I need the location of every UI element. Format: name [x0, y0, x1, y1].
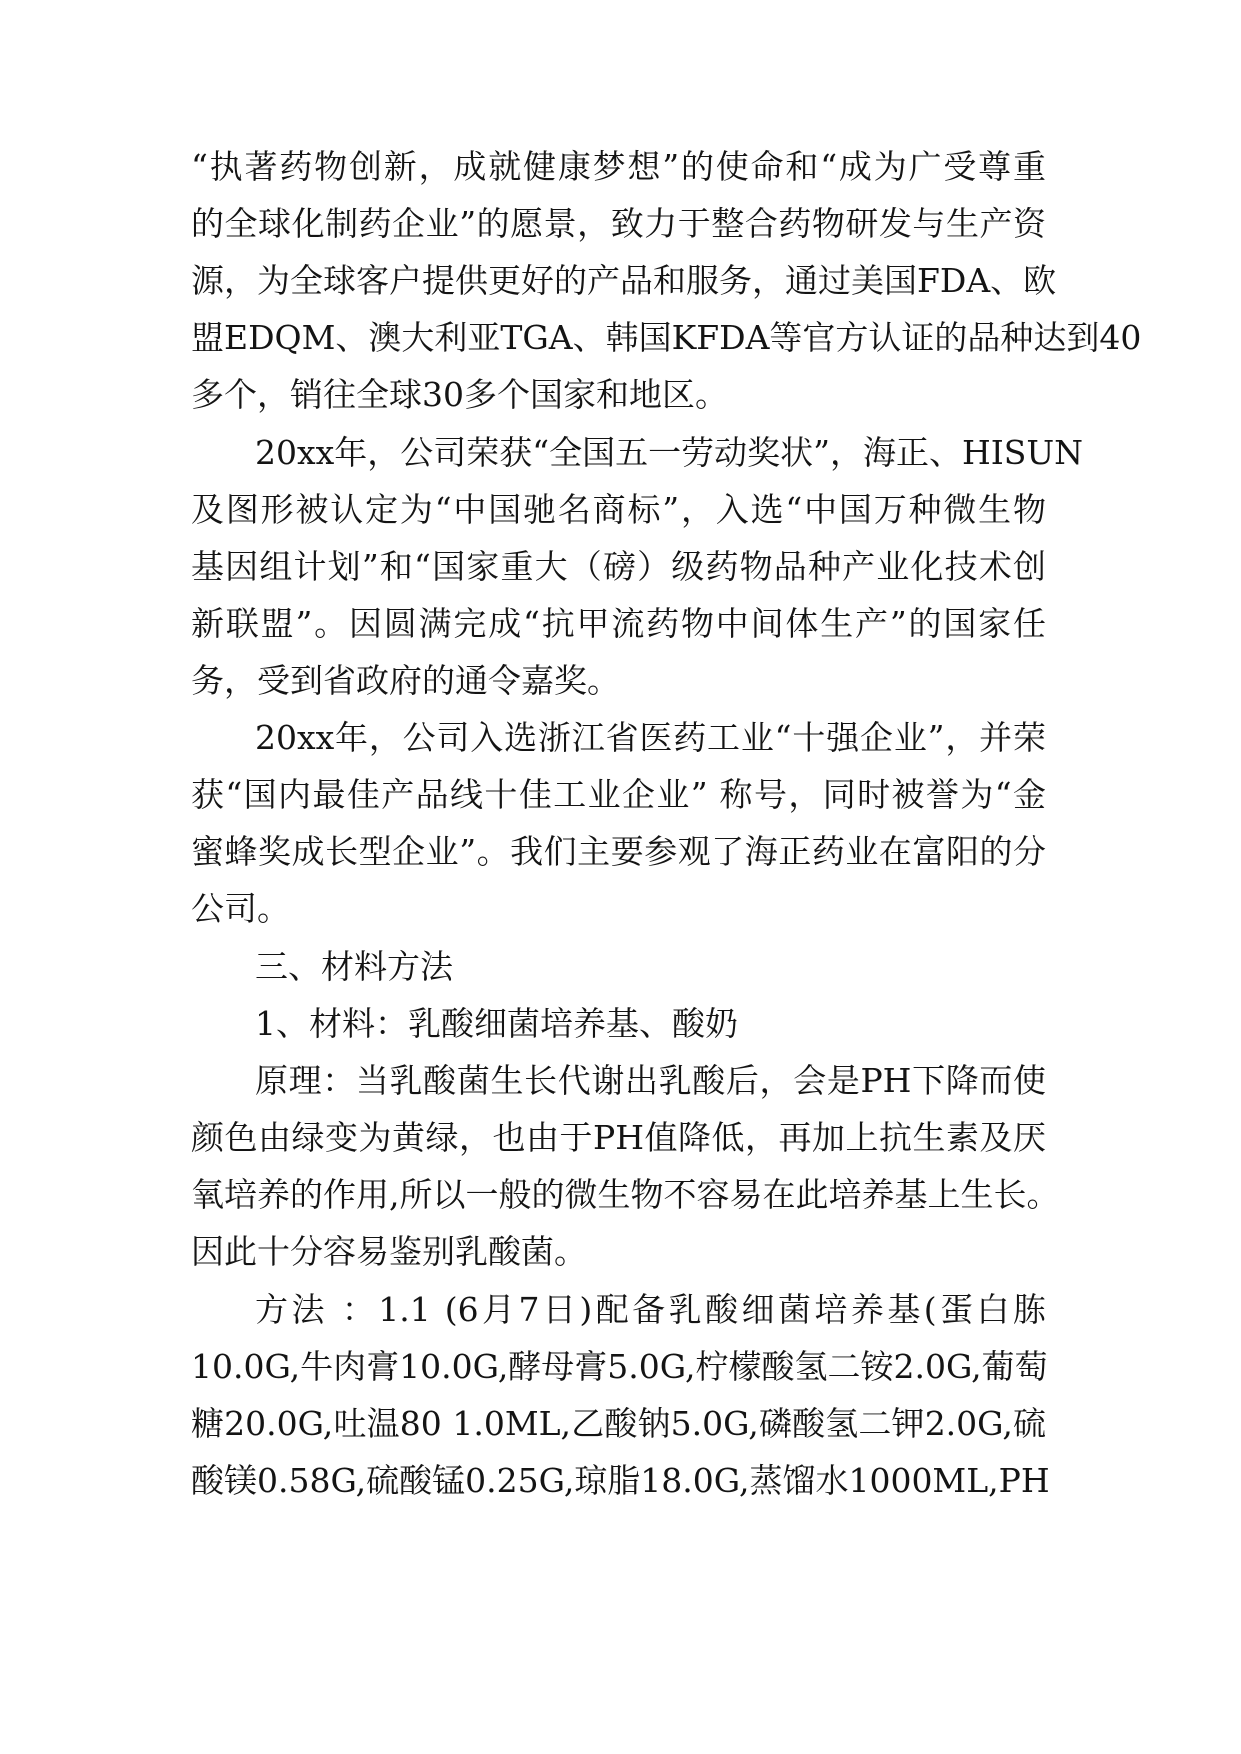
paragraph-line	[0, 423, 1241, 483]
paragraph-line	[0, 708, 1241, 768]
paragraph-line	[0, 994, 1241, 1054]
paragraph-line	[0, 1108, 1241, 1168]
text-line: 颜色由绿变为黄绿，也由于PH值降低，再加上抗生素及厌	[191, 1118, 1046, 1157]
text-line: 蜜蜂奖成长型企业”。我们主要参观了海正药业在富阳的分	[191, 832, 1046, 871]
text-line: 原理：当乳酸菌生长代谢出乳酸后，会是PH下降而使	[255, 1061, 1046, 1100]
paragraph-line	[0, 1280, 1241, 1340]
text-line: 糖20.0G,吐温80 1.0ML,乙酸钠5.0G,磷酸氢二钾2.0G,硫	[191, 1404, 1046, 1443]
text-line: 酸镁0.58G,硫酸锰0.25G,琼脂18.0G,蒸馏水1000ML,PH	[191, 1461, 1050, 1500]
paragraph-line	[0, 1337, 1241, 1397]
text-line: 的全球化制药企业”的愿景，致力于整合药物研发与生产资	[191, 204, 1046, 243]
text-line: 务，受到省政府的通令嘉奖。	[191, 661, 620, 700]
text-line: 获“国内最佳产品线十佳工业企业” 称号，同时被誉为“金	[191, 775, 1046, 814]
paragraph-line	[0, 1394, 1241, 1454]
section-heading	[0, 937, 1241, 997]
paragraph-line	[0, 480, 1241, 540]
paragraph-line	[0, 137, 1241, 197]
paragraph-line	[0, 537, 1241, 597]
text-line: 20xx年，公司入选浙江省医药工业“十强企业”，并荣	[255, 718, 1046, 757]
text-line: 基因组计划”和“国家重大（磅）级药物品种产业化技术创	[191, 547, 1046, 586]
paragraph-line	[0, 765, 1241, 825]
text-line: 1、材料：乳酸细菌培养基、酸奶	[255, 1004, 738, 1043]
text-line: 20xx年，公司荣获“全国五一劳动奖状”，海正、HISUN	[255, 433, 1084, 472]
text-line: 多个，销往全球30多个国家和地区。	[191, 375, 728, 414]
paragraph-line	[0, 1051, 1241, 1111]
text-line: 盟EDQM、澳大利亚TGA、韩国KFDA等官方认证的品种达到40	[191, 318, 1142, 357]
text-line: 及图形被认定为“中国驰名商标”，入选“中国万种微生物	[191, 490, 1046, 529]
paragraph-line	[0, 1165, 1241, 1225]
heading-text: 三、材料方法	[255, 947, 453, 986]
text-line: 公司。	[191, 889, 290, 928]
paragraph-line	[0, 879, 1241, 939]
paragraph-line	[0, 194, 1241, 254]
text-line: 氧培养的作用,所以一般的微生物不容易在此培养基上生长。	[191, 1175, 1060, 1214]
paragraph-line	[0, 651, 1241, 711]
paragraph-line	[0, 251, 1241, 311]
paragraph-line	[0, 594, 1241, 654]
paragraph-line	[0, 308, 1241, 368]
text-line: 源，为全球客户提供更好的产品和服务，通过美国FDA、欧	[191, 261, 1057, 300]
text-line: 因此十分容易鉴别乳酸菌。	[191, 1232, 587, 1271]
paragraph-line	[0, 365, 1241, 425]
text-line: 方法 ：1.1 (6月7日)配备乳酸细菌培养基(蛋白胨	[255, 1290, 1046, 1329]
text-line: “执著药物创新，成就健康梦想”的使命和“成为广受尊重	[191, 147, 1046, 186]
paragraph-line	[0, 1451, 1241, 1511]
text-line: 新联盟”。因圆满完成“抗甲流药物中间体生产”的国家任	[191, 604, 1046, 643]
paragraph-line	[0, 822, 1241, 882]
text-line: 10.0G,牛肉膏10.0G,酵母膏5.0G,柠檬酸氢二铵2.0G,葡萄	[191, 1347, 1048, 1386]
paragraph-line	[0, 1222, 1241, 1282]
